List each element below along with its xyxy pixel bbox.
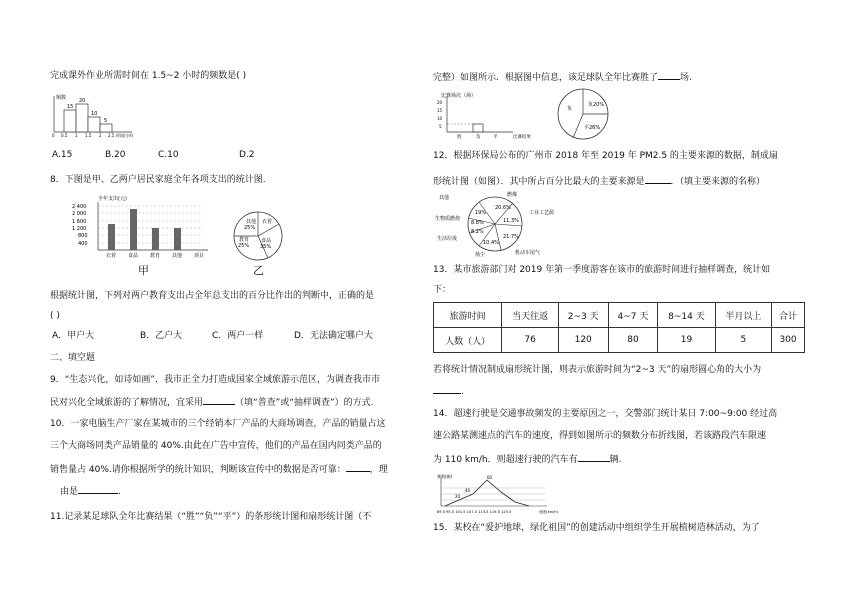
q8-ytick: 400 — [78, 241, 88, 247]
q11-ytick: 5 — [439, 124, 442, 129]
q8-option-c: C．两户一样 — [212, 331, 264, 341]
q8-pie-label: 教育 — [239, 237, 250, 243]
q9-text-a: 民对兴化全域旅游的了解情况，宜采用 — [50, 398, 204, 408]
table-cell: 半月以上 — [715, 303, 772, 328]
q11-bar-chart — [433, 90, 543, 140]
q12-pie-label: 机动车尾气 — [515, 250, 541, 256]
q12-pie-label: 工业工艺源 — [529, 210, 555, 216]
table-cell: 120 — [558, 328, 608, 353]
q7-histogram — [50, 92, 160, 138]
q7-bar — [64, 110, 76, 132]
q13-answer-blank[interactable] — [433, 384, 461, 394]
q12-pie-pct: 20.6% — [495, 205, 511, 211]
q7-xlabel: 时间/小时 — [116, 133, 134, 138]
table-cell: 合计 — [772, 303, 805, 328]
q10-line-1: 10．一家电脑生产厂家在某城市的三个经销本厂产品的大商场调查，产品的销量占这 — [50, 419, 386, 429]
q11-category: 胜 — [457, 135, 462, 140]
q8-stem: 8．下图是甲、乙两户居民家庭全年各项支出的统计图. — [50, 175, 266, 185]
q13-table — [433, 302, 805, 353]
q7-option-b: B.20 — [105, 150, 126, 160]
q13-line-1: 13．某市旅游部门对 2019 年第一季度游客在该市的旅游时间进行抽样调查，统计如 — [433, 265, 771, 275]
q7-option-a: A.15 — [52, 150, 73, 160]
q7-ylabel: 频数 — [56, 95, 67, 101]
q12-pie-label: 生物质燃烧 — [435, 216, 461, 222]
q8-ytick: 2 000 — [72, 211, 87, 217]
q11-category: 负 — [476, 135, 481, 140]
table-cell: 5 — [715, 328, 772, 353]
q8-ytick: 800 — [78, 233, 88, 239]
q12-line-1: 12．根据环保局公布的广州市 2018 年至 2019 年 PM2.5 的主要来源的数据，制成扇 — [433, 151, 778, 161]
q14-frequency-polygon — [435, 472, 565, 516]
q14-line-1: 14．超速行驶是交通事故频发的主要原因之一，交警部门统计某日 7:00~9:00 经过高 — [433, 409, 778, 419]
q8-pie-label: 食品 — [261, 238, 272, 244]
q14-line-3 — [433, 452, 622, 467]
q8-option-a: A．甲户大 — [52, 331, 95, 341]
q7-bar — [76, 104, 88, 132]
q12-text-a: 形统计图（如图）．其中所占百分比最大的主要来源是 — [433, 177, 645, 187]
q11-ylabel: 比赛场次（场） — [441, 93, 477, 99]
q10-text-c: 由是 — [60, 487, 79, 497]
q8-category: 教育 — [150, 253, 161, 259]
q9-text-b: （填“普查”或“抽样调查”）的方式. — [235, 398, 374, 408]
q8-bar — [130, 209, 137, 250]
q14-point-label: 20 — [455, 494, 461, 499]
table-cell: 人数（人） — [434, 328, 502, 353]
table-cell: 80 — [608, 328, 658, 353]
q15-line-1: 15．某校在“爱护地球，绿化祖国”的创建活动中组织学生开展植树造林活动，为了 — [433, 523, 760, 533]
table-cell: 4~7 天 — [608, 303, 658, 328]
q7-bar-label: 15 — [67, 104, 74, 110]
q8-option-d: D．无法确定哪户大 — [294, 331, 373, 341]
q11-answer-blank[interactable] — [658, 70, 680, 80]
section-fill-in: 二、填空题 — [50, 353, 96, 363]
q11-text-a: 完整）如图所示．根据图中信息，该足球队全年比赛胜了 — [433, 73, 659, 83]
q10-line-3 — [50, 462, 388, 477]
q8-ytick: 2 400 — [72, 204, 87, 210]
q7-xtick: 0 — [52, 133, 55, 138]
q7-option-c: C.10 — [158, 150, 179, 160]
table-row — [434, 303, 805, 328]
q10-text-d: . — [118, 487, 121, 497]
left-column — [50, 0, 428, 608]
q7-xtick: 2 — [99, 133, 102, 138]
q14-xticks: 89.5 95.5 101.5 107.5 113.5 119.5 125.5 — [437, 510, 512, 514]
q12-pie-pct: 10.4% — [483, 240, 499, 246]
q8-answer-paren: ( ) — [50, 311, 60, 321]
q8-pie-chart — [230, 208, 286, 264]
q7-bar — [100, 124, 112, 132]
q12-pie-pct: 11.3% — [503, 218, 519, 224]
q8-option-b: B．乙户大 — [140, 331, 183, 341]
q7-stem-tail: 完成课外作业所需时间在 1.5~2 小时的频数是( ) — [50, 71, 247, 81]
q7-bar-label: 5 — [104, 118, 108, 124]
q11-pie-label: 平26% — [584, 125, 601, 131]
q10-line-2: 三个大商场同类产品销量的 40%.由此在广告中宣传，他们的产品在国内同类产品的 — [50, 441, 382, 451]
q9-answer-blank[interactable] — [203, 395, 235, 405]
q12-line-2 — [433, 174, 765, 189]
q8-bar — [174, 228, 181, 250]
q10-answer-blank-2[interactable] — [78, 484, 118, 494]
q10-text-a: 销售量占 40%.请你根据所学的统计知识，判断该宣传中的数据是否可靠： — [50, 465, 346, 475]
q8-caption-jia: 甲 — [138, 264, 149, 277]
q12-pie-label: 其他 — [439, 195, 450, 201]
q11-ytick: 20 — [437, 100, 443, 105]
q7-bar-label: 20 — [79, 98, 86, 104]
q9-line-1: 9．“生态兴化，如诗如画”．我市正全力打造成国家全域旅游示范区，为调查我市市 — [50, 375, 381, 385]
q7-xtick: 1.5 — [85, 133, 92, 138]
q8-pie-pct: 25% — [244, 225, 256, 231]
table-cell: 8~14 天 — [658, 303, 715, 328]
q8-bar-chart — [68, 194, 218, 260]
q14-ylabel: 频数(辆) — [437, 474, 453, 479]
table-cell: 19 — [658, 328, 715, 353]
q11-line-2 — [433, 70, 692, 85]
q8-category: 项目 — [194, 253, 205, 259]
q14-text-b: 辆. — [609, 455, 622, 465]
q11-ytick: 15 — [437, 108, 443, 113]
q7-bar — [88, 117, 100, 132]
q8-caption-yi: 乙 — [253, 264, 264, 277]
q11-xlabel: 比赛结果 — [513, 135, 531, 140]
q11-pie-label: 负 — [567, 106, 573, 112]
q8-question: 根据统计图，下列对两户教育支出占全年总支出的百分比作出的判断中，正确的是 — [50, 291, 375, 301]
q12-pie-pct: 8.2% — [471, 229, 484, 235]
q11-pie-chart — [551, 86, 617, 144]
table-cell: 旅游时间 — [434, 303, 502, 328]
q7-bar-label: 10 — [91, 111, 98, 117]
q12-pie-label: 燃煤 — [507, 192, 518, 198]
q12-pie-pct: 21.7% — [503, 234, 519, 240]
q12-pie-chart — [435, 188, 565, 258]
q9-line-2 — [50, 395, 374, 410]
q10-text-b: ，理 — [369, 465, 388, 475]
q8-pie-label: 衣着 — [262, 219, 273, 225]
q8-ylabel: 全年支出(元) — [98, 196, 127, 202]
q7-xtick: 1 — [75, 133, 78, 138]
q8-bar — [108, 224, 115, 250]
q11-ytick: 10 — [437, 116, 443, 121]
q8-bar — [152, 228, 159, 250]
q11-line-1: 11.记录某足球队全年比赛结果（“胜”“负”“平”）的条形统计图和扇形统计图（不 — [50, 512, 372, 522]
q7-option-d: D.2 — [239, 150, 255, 160]
q8-category: 衣着 — [106, 253, 117, 259]
table-cell: 300 — [772, 328, 805, 353]
q8-pie-pct: 35% — [260, 244, 272, 250]
q14-answer-blank[interactable] — [578, 452, 610, 462]
q14-text-a: 为 110 km/h．则超速行驶的汽车有 — [433, 455, 578, 465]
table-row — [434, 328, 805, 353]
q11-category: 平 — [493, 135, 498, 140]
q8-pie-pct: 25% — [238, 243, 250, 249]
q12-answer-blank[interactable] — [645, 174, 671, 184]
q11-pie-label: 负20% — [588, 102, 605, 108]
q14-line-2: 速公路某测速点的汽车的速度，得到如图所示的频数分布折线图，若该路段汽车限速 — [433, 431, 767, 441]
q14-xlabel: 速度(km/h) — [539, 510, 559, 514]
q10-answer-blank-1[interactable] — [346, 462, 370, 472]
q12-text-b: ．（填主要来源的名称） — [670, 177, 766, 187]
q11-text-b: 场. — [680, 73, 692, 83]
right-column — [433, 0, 811, 608]
q12-pie-label: 生活垃圾 — [437, 236, 458, 242]
q8-category: 食品 — [128, 253, 139, 259]
q12-pie-label: 扬尘 — [475, 252, 486, 258]
table-cell: 当天往返 — [502, 303, 559, 328]
q7-xtick: 2.5 — [108, 133, 115, 138]
q14-point-label: 60 — [487, 475, 493, 480]
q8-category: 其他 — [172, 253, 183, 259]
q11-bar — [473, 124, 483, 132]
q10-line-4 — [60, 484, 121, 499]
q8-pie-label: 其他 — [246, 219, 257, 225]
table-cell: 2~3 天 — [558, 303, 608, 328]
q14-point-label: 40 — [465, 488, 471, 493]
q12-pie-pct: 8.8% — [471, 220, 484, 226]
q7-xtick: 0.5 — [61, 133, 68, 138]
q13-text-end: . — [461, 387, 464, 397]
q13-line-4 — [433, 384, 464, 399]
q8-ytick: 1 200 — [72, 226, 87, 232]
table-cell: 76 — [502, 328, 559, 353]
q13-line-2: 下： — [433, 285, 452, 295]
q12-pie-pct: 19% — [475, 210, 487, 216]
q13-line-3: 若将统计情况制成扇形统计图，则表示旅游时间为“2~3 天”的扇形圆心角的大小为 — [433, 365, 762, 375]
q8-ytick: 1 600 — [72, 219, 87, 225]
